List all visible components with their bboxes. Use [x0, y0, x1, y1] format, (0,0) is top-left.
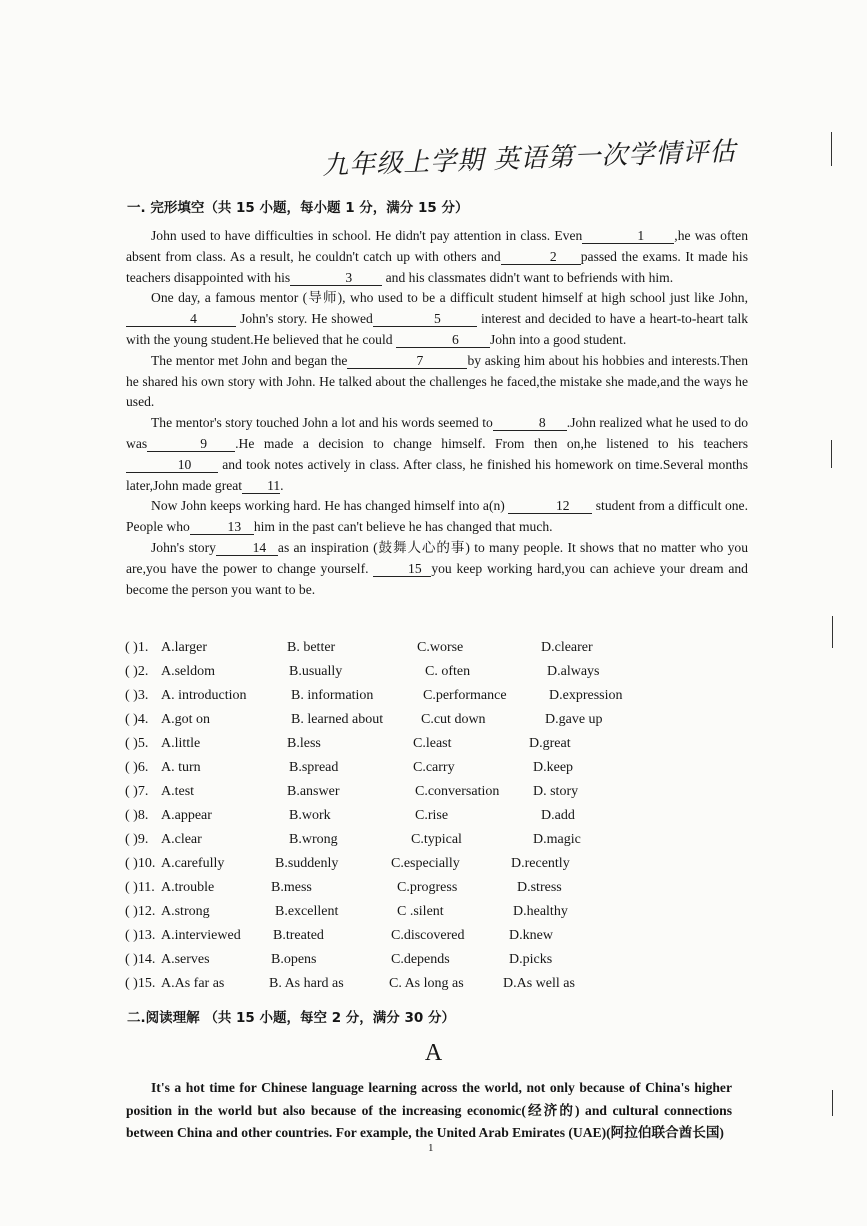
option-d[interactable]: D. story [533, 784, 579, 799]
blank: 8 [493, 415, 567, 431]
text-span: John used to have difficulties in school. He didn't pay attention in class. Even [151, 228, 583, 243]
cloze-passage [126, 226, 748, 600]
option-c[interactable]: C.typical [411, 832, 462, 847]
option-a[interactable]: A.little [161, 736, 201, 751]
text-span: student from a difficult one. People who [126, 498, 748, 535]
handwritten-title: 九年级上学期 英语第一次学情评估 [321, 136, 737, 182]
option-c[interactable]: C.worse [417, 640, 464, 655]
passage-paragraph: It's a hot time for Chinese language learning across the world, not only because of China's higher position in the world but also because of the increasing economic(经济的) and cultural connections between China and other countries. For example, the United Arab Emirates (UAE)(阿拉伯联合酋长国) [126, 1080, 732, 1141]
section1-heading: 一. 完形填空（共 15 小题，每小题 1 分，满分 15 分） [127, 200, 469, 216]
cloze-paragraph [126, 351, 748, 413]
question-number: ( )3. [125, 688, 149, 703]
blank: 11 [242, 478, 280, 494]
blank: 10 [126, 457, 218, 473]
section2-heading: 二.阅读理解 （共 15 小题，每空 2 分，满分 30 分） [127, 1010, 455, 1026]
question-number: ( )7. [125, 784, 149, 799]
text-span: and took notes actively in class. After class, he finished his homework on time.Several months later,John made great [126, 456, 748, 493]
option-d[interactable]: D.expression [549, 688, 623, 703]
option-b[interactable]: B.spread [289, 760, 339, 775]
text-span: The mentor's story touched John a lot and his words seemed to [151, 415, 493, 431]
text-span: The mentor met John and began the [151, 352, 348, 368]
blank: 9 [147, 436, 235, 452]
option-a[interactable]: A.As far as [161, 976, 225, 991]
option-c[interactable]: C.least [413, 736, 452, 751]
option-a[interactable]: A.larger [161, 640, 207, 655]
option-a[interactable]: A.seldom [161, 664, 216, 679]
option-d[interactable]: D.stress [517, 880, 562, 895]
question-number: ( )10. [125, 856, 156, 871]
blank: 7 [347, 353, 467, 369]
text-span: .John realized what he used to do was [126, 415, 748, 451]
question-number: ( )2. [125, 664, 149, 679]
option-c[interactable]: C.conversation [415, 784, 500, 799]
option-c[interactable]: C.especially [391, 856, 460, 871]
option-d[interactable]: D.always [547, 664, 600, 679]
scan-edge-mark [832, 1090, 833, 1116]
option-a[interactable]: A.strong [161, 904, 210, 919]
blank: 14 [216, 540, 278, 556]
blank: 3 [290, 270, 382, 286]
text-span: and his classmates didn't want to befriends with him. [385, 269, 674, 285]
option-a[interactable]: A. turn [161, 760, 201, 775]
blank: 4 [126, 311, 236, 327]
option-c[interactable]: C .silent [397, 904, 444, 919]
option-b[interactable]: B.answer [287, 784, 340, 799]
text-span: One day, a famous mentor (导师), who used to be a difficult student himself at high school just like John, [151, 290, 748, 306]
text-span: passed the exams. It made his teachers disappointed with his [126, 248, 748, 285]
reading-passage [126, 1077, 732, 1145]
option-b[interactable]: B.excellent [275, 904, 339, 919]
option-a[interactable]: A.trouble [161, 880, 215, 895]
text-span: . [280, 477, 284, 493]
text-span: Now John keeps working hard. He has changed himself into a(n) [151, 498, 505, 514]
option-b[interactable]: B. learned about [291, 712, 384, 727]
text-span: John into a good student. [489, 331, 627, 347]
option-b[interactable]: B.work [289, 808, 331, 823]
option-c[interactable]: C.discovered [391, 928, 465, 943]
text-span: interest and decided to have a heart-to-heart talk with the young student.He believed that he could [126, 311, 749, 347]
blank: 13 [190, 519, 254, 535]
scan-edge-mark [831, 132, 832, 166]
option-d[interactable]: D.knew [509, 928, 553, 943]
option-b[interactable]: B. information [291, 688, 374, 703]
question-number: ( )4. [125, 712, 149, 727]
question-number: ( )14. [125, 952, 156, 967]
option-a[interactable]: A. introduction [161, 688, 247, 703]
option-d[interactable]: D.As well as [503, 976, 575, 991]
passage-title: A [424, 1040, 443, 1066]
question-number: ( )12. [125, 904, 156, 919]
option-b[interactable]: B.mess [271, 880, 312, 895]
blank: 15 [373, 561, 431, 577]
text-span: ,he was often absent from class. As a result, he couldn't catch up with others and [126, 228, 748, 264]
option-b[interactable]: B. As hard as [269, 976, 344, 991]
option-d[interactable]: D.recently [511, 856, 570, 871]
text-span: you keep working hard,you can achieve your dream and become the person you want to be. [126, 560, 748, 597]
option-a[interactable]: A.interviewed [161, 928, 241, 943]
option-c[interactable]: C. often [425, 664, 471, 679]
option-b[interactable]: B.opens [271, 952, 317, 967]
option-d[interactable]: D.clearer [541, 640, 593, 655]
option-c[interactable]: C.carry [413, 760, 455, 775]
option-d[interactable]: D.add [541, 808, 575, 823]
text-span: by asking him about his hobbies and interests.Then he shared his own story with John. He talked about the challenges he faced,the mistake she made,and the ways he used. [126, 352, 748, 410]
blank: 12 [508, 498, 592, 514]
option-c[interactable]: C.cut down [421, 712, 486, 727]
option-b[interactable]: B.wrong [289, 832, 338, 847]
page-number: 1 [428, 1142, 434, 1154]
cloze-paragraph [126, 226, 748, 288]
blank: 1 [582, 228, 674, 244]
option-c[interactable]: C.progress [397, 880, 458, 895]
blank: 5 [373, 311, 477, 327]
option-d[interactable]: D.picks [509, 952, 553, 967]
option-c[interactable]: C.rise [415, 808, 449, 823]
cloze-paragraph [126, 538, 748, 600]
option-b[interactable]: B. better [287, 640, 336, 655]
text-span: him in the past can't believe he has changed that much. [253, 519, 553, 535]
question-number: ( )8. [125, 808, 149, 823]
text-span: John's story [151, 539, 216, 555]
blank: 6 [396, 332, 490, 348]
option-b[interactable]: B.less [287, 736, 321, 751]
option-d[interactable]: D.great [529, 736, 571, 751]
option-a[interactable]: A.carefully [161, 856, 225, 871]
option-a[interactable]: A.test [161, 784, 195, 799]
option-d[interactable]: D.gave up [545, 712, 603, 727]
option-c[interactable]: C.depends [391, 952, 450, 967]
option-c[interactable]: C.performance [423, 688, 507, 703]
question-number: ( )11. [125, 880, 155, 895]
option-a[interactable]: A.got on [161, 712, 210, 727]
question-number: ( )13. [125, 928, 156, 943]
cloze-paragraph [126, 496, 748, 538]
scan-edge-mark [831, 440, 832, 468]
text-span: .He made a decision to change himself. From then on,he listened to his teachers [235, 435, 748, 451]
scan-edge-mark [832, 616, 833, 648]
option-b[interactable]: B.usually [289, 664, 343, 679]
question-number: ( )15. [125, 976, 156, 991]
question-number: ( )6. [125, 760, 149, 775]
option-d[interactable]: D.keep [533, 760, 574, 775]
blank: 2 [501, 249, 581, 265]
option-b[interactable]: B.treated [273, 928, 324, 943]
option-d[interactable]: D.magic [533, 832, 581, 847]
text-span: John's story. He showed [240, 311, 373, 327]
option-a[interactable]: A.appear [161, 808, 212, 823]
option-d[interactable]: D.healthy [513, 904, 568, 919]
option-b[interactable]: B.suddenly [275, 856, 339, 871]
cloze-paragraph [126, 288, 748, 350]
question-number: ( )5. [125, 736, 149, 751]
cloze-paragraph [126, 413, 748, 496]
option-a[interactable]: A.clear [161, 832, 202, 847]
option-a[interactable]: A.serves [161, 952, 210, 967]
question-number: ( )1. [125, 640, 149, 655]
question-number: ( )9. [125, 832, 149, 847]
text-span: as an inspiration (鼓舞人心的事) to many people. It shows that no matter who you are,you have the power to change yourself. [126, 539, 748, 576]
option-c[interactable]: C. As long as [389, 976, 464, 991]
